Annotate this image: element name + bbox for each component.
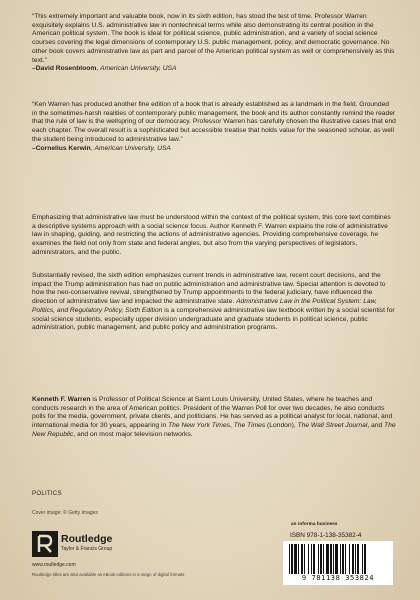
barcode-bar <box>335 544 338 574</box>
routledge-logo-icon <box>32 531 58 557</box>
isbn-label: ISBN 978-1-138-35382-4 <box>290 532 362 539</box>
barcode-bars <box>283 541 393 575</box>
barcode-bar <box>362 544 363 574</box>
reviewer-affiliation: American University, USA <box>100 65 177 73</box>
barcode-bar <box>301 544 303 574</box>
media-outlet: The Wall Street Journal <box>297 422 368 430</box>
author-bio: Kenneth F. Warren is Professor of Political Science at Saint Louis University, United States, where he teaches and conducts research in the area of American politics. President of the Warren Poll for over two decades, he also conducts polls for the media, government, private clients, and politicians. He has served as a political analyst for local, national, and international media for 30 years, appearing in The New York Times, The Times (London), The Wall Street Journal, and The New Republic, and on most major television networks. <box>32 396 396 438</box>
review-attribution: –David Rosenbloom, American University, USA <box>32 65 177 73</box>
barcode-bar <box>349 544 350 574</box>
barcode-bar <box>355 544 356 574</box>
barcode-bar <box>304 544 305 574</box>
subject-category: POLITICS <box>32 490 62 497</box>
reviewer-name: –Cornelius Kerwin <box>32 144 91 152</box>
reviewer-affiliation: American University, USA <box>94 144 171 152</box>
barcode-bar <box>352 544 354 574</box>
review-kerwin <box>32 101 396 153</box>
cover-image-credit: Cover image: © Getty Images <box>32 510 98 516</box>
barcode-bar <box>294 544 297 574</box>
barcode-bar <box>289 544 290 574</box>
review-rosenbloom <box>32 13 396 74</box>
barcode-bar <box>323 544 324 574</box>
barcode-bar <box>291 544 293 574</box>
description-text: Substantially revised, the sixth edition emphasizes current trends in administrative law, recent court decisions, and the impact the Trump administration has had on public administration and administrative law. Special attention is devoted to how the neo-conservative revival, strengthened by Trump appointments to the federal judiciary, have influenced the direction of administrative law and impacted the administrative state. <box>32 272 386 306</box>
barcode-bar <box>326 544 329 574</box>
barcode-bar <box>340 544 341 574</box>
description-paragraph-1: Emphasizing that administrative law must be understood within the context of the political system, this core text combines a descriptive systems approach with a social science focus. Author Kenneth F. Warren explains the role of administrative law in shaping, guiding, and restricting the actions of administrative agencies. Providing comprehensive coverage, he examines the field not only from state and federal angles, but also from the varying perspectives of legislators, administrators, and the public. <box>32 214 391 256</box>
publisher-url: www.routledge.com <box>32 562 76 568</box>
barcode-bar <box>342 544 344 574</box>
barcode-bar <box>330 544 332 574</box>
author-name: Kenneth F. Warren <box>32 396 91 403</box>
barcode-bar <box>357 544 359 574</box>
barcode-bar <box>320 544 322 574</box>
book-title: Administrative Law in the Political System: Law, Politics, and Regulatory Policy, Sixth Edition <box>32 298 377 314</box>
barcode-bar <box>333 544 334 574</box>
informa-business-label: an informa business <box>291 521 338 526</box>
review-attribution: –Cornelius Kerwin, American University, USA <box>32 144 171 152</box>
media-outlet: The New York Times <box>168 422 230 430</box>
review-quote: “This extremely important and valuable book, now in its sixth edition, has stood the test of time. Professor Warren exquisitely explains U.S. administrative law in nontechnical terms while also demonstrating its central position in the American political system. The book is ideal for political science, public administration, and a variety of social science courses covering the legal dimensions of contemporary U.S. public management, policy, and democratic governance. No other book covers administrative law as part and parcel of the American political system as well or comprehensively as this text.” <box>32 13 395 64</box>
publisher-tagline: Taylor & Francis Group <box>61 546 113 552</box>
ebook-note: Routledge titles are also available as eBook editions in a range of digital formats <box>32 572 185 577</box>
barcode <box>283 541 393 585</box>
media-outlet: The Times <box>233 422 266 430</box>
barcode-bar <box>313 544 315 574</box>
media-outlet: The New Republic <box>32 422 396 438</box>
barcode-bar <box>318 544 319 574</box>
barcode-digits: 9 781138 353824 <box>283 574 393 582</box>
barcode-bar <box>345 544 346 574</box>
barcode-bar <box>308 544 309 574</box>
publisher-name: Routledge <box>61 533 113 545</box>
review-quote: “Ken Warren has produced another fine edition of a book that is already established as a landmark in the field. Grounded in the sometimes-harsh realities of contemporary public management, the book and its author constantly remind the reader that the rule of law is the wellspring of our democracy. Professor Warren has carefully chosen the illustrative cases that end each chapter. The overall result is a sophisticated but accessible treatise that holds value for the seasoned scholar, as well the student being introduced to administrative law.” <box>32 101 396 143</box>
description-text: is a comprehensive administrative law textbook written by a social scientist for social science students, especially upper division undergraduate and graduate students in political science, public administration, public management, and public policy and administration programs. <box>32 306 395 332</box>
barcode-bar <box>298 544 299 574</box>
barcode-bar <box>364 544 366 574</box>
barcode-bar <box>311 544 312 574</box>
reviewer-name: –David Rosenbloom <box>32 65 97 73</box>
description-paragraph-2 <box>32 272 396 333</box>
